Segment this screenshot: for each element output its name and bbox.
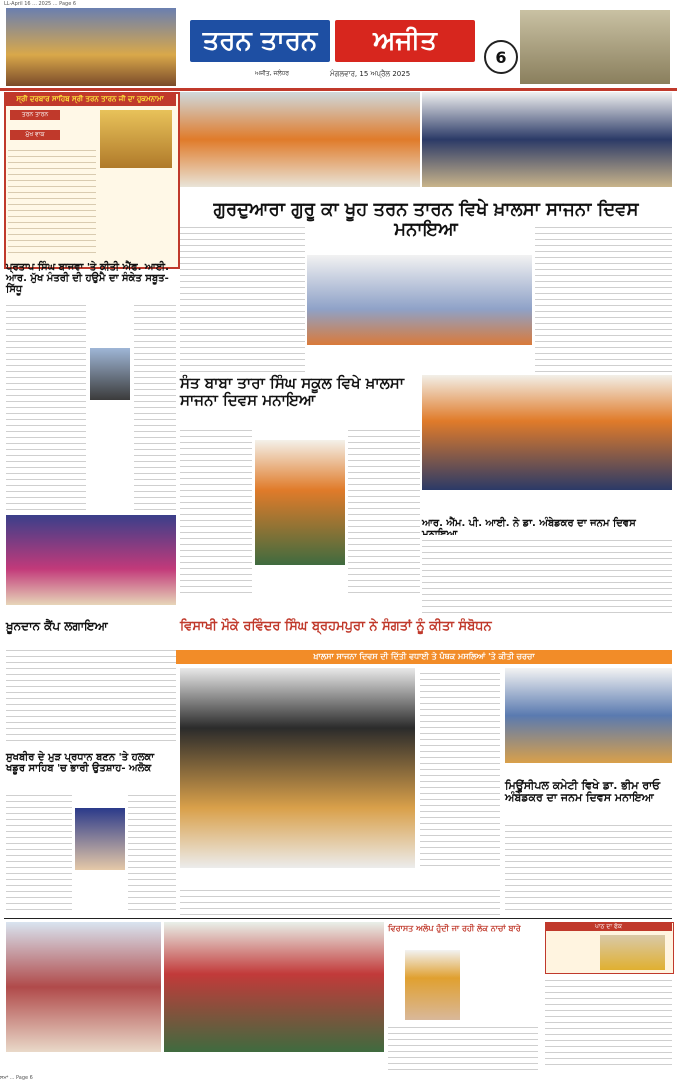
hukamnama-sub1: ਤਰਨ ਤਾਰਨ	[10, 110, 60, 120]
flower-market-photo	[164, 922, 384, 1052]
paath-portrait	[600, 935, 665, 970]
hukamnama-title: ਸ੍ਰੀ ਦਰਬਾਰ ਸਾਹਿਬ ਸ੍ਰੀ ਤਰਨ ਤਾਰਨ ਜੀ ਦਾ ਹੁਕਮਨਾਮਾ	[4, 92, 176, 106]
masthead-right-photo	[520, 10, 670, 84]
hukamnama-text	[8, 145, 96, 255]
blood-donation-photo	[6, 515, 176, 605]
top-photo-caption	[180, 188, 672, 196]
rmpi-meeting-photo	[422, 375, 672, 490]
headline-bajwa: ਪ੍ਰਤਾਪ ਸਿੰਘ ਬਾਜਵਾ 'ਤੇ ਕੀਤੀ ਐੱਫ. ਆਈ. ਆਰ. ਮੁੱਖ ਮੰਤਰੀ ਦੀ ਹਉਮੈ ਦਾ ਸੰਕੇਤ ਸਬੂਤ- ਸਿੱਧੂ	[6, 262, 169, 295]
golden-temple-photo	[6, 8, 176, 86]
bajwa-text-col1	[6, 300, 86, 510]
sidhu-portrait	[90, 348, 130, 400]
headline-brahmpura: ਵਿਸਾਖੀ ਮੌਕੇ ਰਵਿੰਦਰ ਸਿੰਘ ਬ੍ਰਹਮਪੁਰਾ ਨੇ ਸੰਗਤਾਂ ਨੂੰ ਕੀਤਾ ਸੰਬੋਧਨ	[180, 619, 492, 634]
paath-text	[545, 975, 672, 1070]
headline-virasat: ਵਿਰਾਸਤ ਅਲੋਪ ਹੁੰਦੀ ਜਾ ਰਹੀ ਲੋਕ ਨਾਚਾਂ ਬਾਰੇ	[388, 924, 521, 933]
bajwa-text-col2	[134, 300, 176, 510]
headline-sant-tara-singh-school: ਸੰਤ ਬਾਬਾ ਤਾਰਾ ਸਿੰਘ ਸਕੂਲ ਵਿਖੇ ਖ਼ਾਲਸਾ ਸਾਜਨਾ ਦਿਵਸ ਮਨਾਇਆ	[180, 374, 405, 409]
school-stage-photo	[255, 440, 345, 565]
alok-portrait	[75, 808, 125, 870]
headline-sukhbir: ਸੁਖਬੀਰ ਦੇ ਮੁੜ ਪ੍ਰਧਾਨ ਬਣਨ 'ਤੇ ਹਲਕਾ ਖਡੂਰ ਸਾਹਿਬ 'ਚ ਭਾਰੀ ਉਤਸ਼ਾਹ- ਅਲੋਕ	[6, 752, 155, 774]
municipal-committee-photo	[505, 668, 672, 763]
subheadline-banner: ਖ਼ਾਲਸਾ ਸਾਜਨਾ ਦਿਵਸ ਦੀ ਦਿੱਤੀ ਵਧਾਈ ਤੇ ਪੰਥਕ ਮਸਲਿਆਂ 'ਤੇ ਕੀਤੀ ਚਰਚਾ	[176, 650, 672, 664]
gurdwara-story-text	[180, 222, 305, 372]
headline-rmpi: ਆਰ. ਐੱਮ. ਪੀ. ਆਈ. ਨੇ ਡਾ. ਅੰਬੇਡਕਰ ਦਾ ਜਨਮ ਦਿਵਸ	[422, 518, 636, 529]
print-slug: LL-April 16 ... 2025 ... Page 6	[4, 1, 77, 7]
place-line: ਅਜੀਤ, ਜਲੰਧਰ	[255, 70, 290, 77]
municipal-text	[505, 820, 672, 915]
rmpi-text	[422, 535, 672, 615]
paath-box-title: ਪਾਠ ਦਾ ਫੋਕ	[545, 922, 672, 931]
brahmpura-caption	[180, 870, 500, 880]
darbar-photo	[100, 110, 172, 168]
gurdwara-sangat-photo	[422, 92, 672, 187]
footer-slug: ਸਮਾਂ ... Page 6	[0, 1075, 33, 1081]
blood-camp-text	[6, 645, 176, 745]
headline-khalsa-sajna: ਗੁਰਦੁਆਰਾ ਗੁਰੂ ਕਾ ਖੂਹ ਤਰਨ ਤਾਰਨ ਵਿਖੇ ਖ਼ਾਲਸਾ ਸਾਜਨਾ ਦਿਵਸ ਮਨਾਇਆ	[213, 199, 639, 240]
newspaper-logo	[190, 20, 475, 70]
gurdwara-story-text-right	[535, 222, 672, 372]
bottom-divider	[4, 918, 672, 919]
masthead-divider	[0, 88, 677, 91]
virasat-text	[388, 1022, 538, 1070]
school-text-col1	[180, 425, 252, 595]
brahmpura-speech-photo	[180, 668, 415, 868]
logo-tarn-taran: ਤਰਨ ਤਾਰਨ	[190, 20, 330, 62]
logo-ajit: ਅਜੀਤ	[335, 20, 475, 62]
brahmpura-text	[420, 668, 500, 868]
school-group-photo	[307, 255, 532, 345]
headline-municipal-ambedkar: ਮਿਊਂਸੀਪਲ ਕਮੇਟੀ ਵਿਖੇ ਡਾ. ਭੀਮ ਰਾਓ ਅੰਬੇਡਕਰ ਦਾ ਜਨਮ ਦਿਵਸ ਮਨਾਇਆ	[505, 779, 661, 805]
sukhbir-text-col2	[128, 790, 176, 915]
headline-blood-camp: ਖ਼ੂਨਦਾਨ ਕੈਂਪ ਲਗਾਇਆ	[6, 619, 108, 633]
hukamnama-sub2: ਮੁੱਖ ਵਾਕ	[10, 130, 60, 140]
gurdwara-procession-photo	[180, 92, 420, 187]
virasat-author-portrait	[405, 950, 460, 1020]
page-number: 6	[484, 40, 518, 74]
sukhbir-text-col1	[6, 790, 72, 915]
brahmpura-text-bottom	[180, 885, 500, 915]
date-line: ਮੰਗਲਵਾਰ, 15 ਅਪ੍ਰੈਲ 2025	[330, 70, 411, 78]
market-photo-1	[6, 922, 161, 1052]
school-text-col2	[348, 425, 420, 595]
